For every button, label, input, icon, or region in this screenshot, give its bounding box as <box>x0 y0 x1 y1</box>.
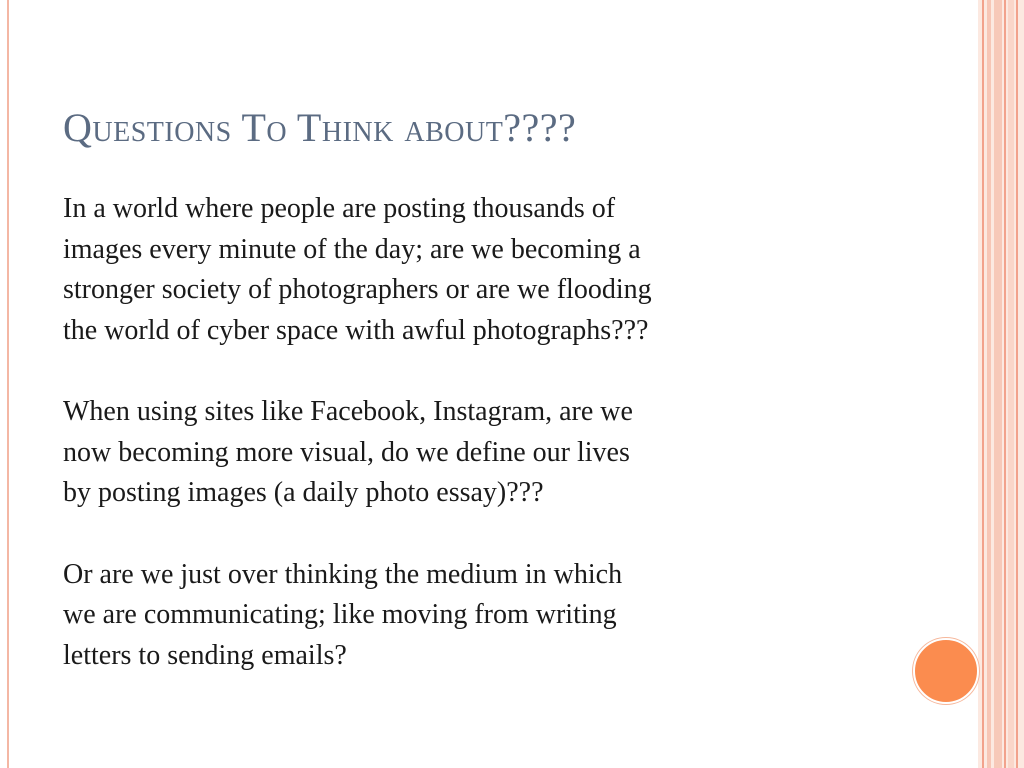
stripe <box>987 0 991 768</box>
orange-circle-decoration <box>913 638 979 704</box>
slide-body <box>63 189 893 717</box>
paragraph-1: In a world where people are posting thousands of images every minute of the day; are we becoming a stronger society of photographers or are we flooding the world of cyber space with awful photographs??? <box>63 193 652 346</box>
paragraph-2: When using sites like Facebook, Instagram, are we now becoming more visual, do we define our lives by posting images (a daily photo essay)??? <box>63 396 633 508</box>
paragraph-3: Or are we just over thinking the medium in which we are communicating; like moving from writing letters to sending emails? <box>63 558 623 671</box>
stripe <box>982 0 984 768</box>
stripe <box>1004 0 1006 768</box>
right-decorative-stripes <box>978 0 1024 768</box>
stripe <box>1008 0 1014 768</box>
left-border-rule <box>7 0 9 768</box>
stripe <box>994 0 1002 768</box>
slide-title: Questions To Think about???? <box>63 105 577 150</box>
stripe <box>1016 0 1018 768</box>
